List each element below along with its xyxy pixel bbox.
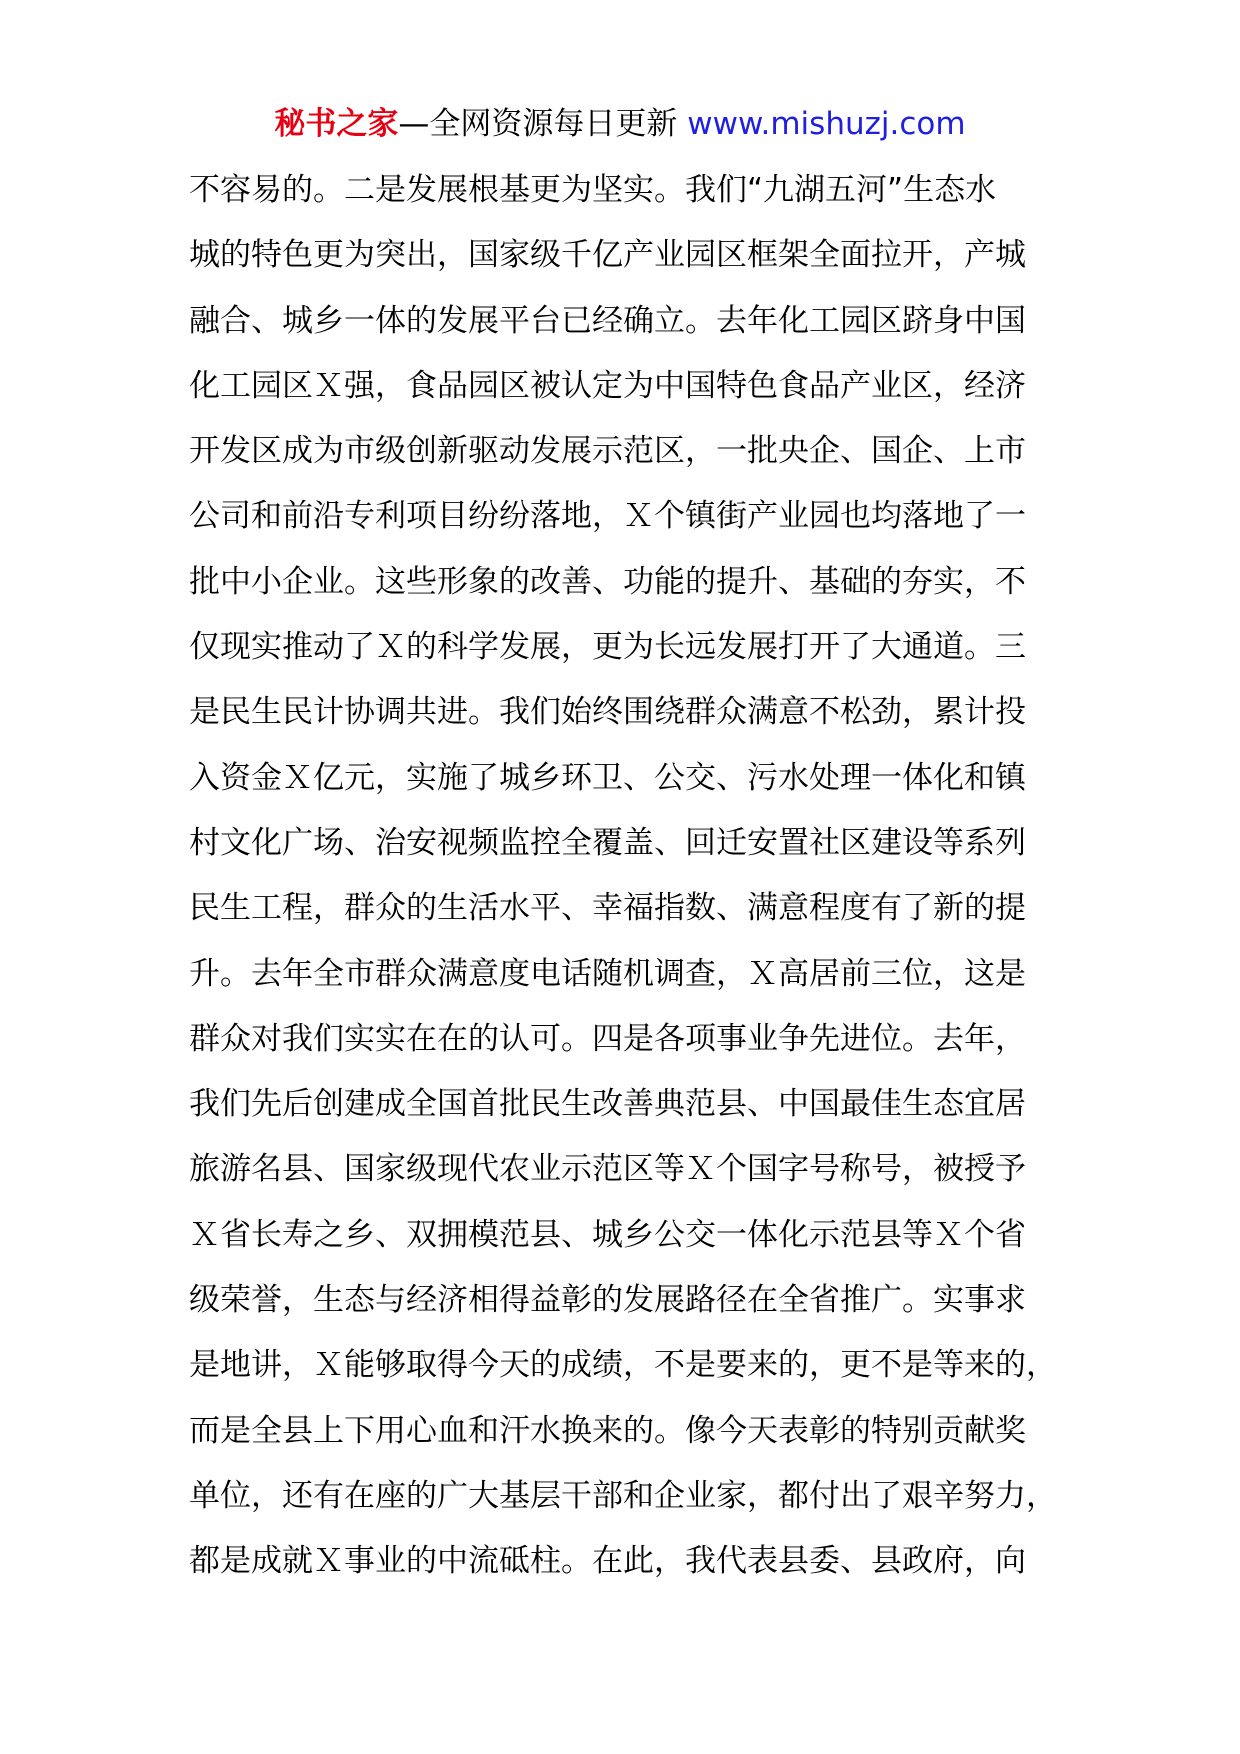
brand-name: 秘书之家	[274, 106, 399, 142]
text-line: 都是成就Ｘ事业的中流砥柱。在此，我代表县委、县政府，向	[189, 1543, 1026, 1580]
text-line: 仅现实推动了Ｘ的科学发展，更为长远发展打开了大通道。三	[189, 629, 1026, 666]
text-line: 我们先后创建成全国首批民生改善典范县、中国最佳生态宜居	[189, 1086, 1026, 1123]
header-tagline: —全网资源每日更新	[398, 106, 688, 142]
text-line: 不容易的。二是发展根基更为坚实。我们“九湖五河”生态水	[189, 172, 997, 208]
text-line: 是地讲，Ｘ能够取得今天的成绩，不是要来的，更不是等来的，	[189, 1347, 1057, 1384]
text-line: 开发区成为市级创新驱动发展示范区，一批央企、国企、上市	[189, 433, 1026, 470]
text-line: 是民生民计协调共进。我们始终围绕群众满意不松劲，累计投	[189, 694, 1026, 731]
document-body	[189, 158, 1089, 1595]
text-line: 入资金Ｘ亿元，实施了城乡环卫、公交、污水处理一体化和镇	[189, 759, 1026, 796]
text-line: 级荣誉，生态与经济相得益彰的发展路径在全省推广。实事求	[189, 1282, 1026, 1319]
text-line: 民生工程，群众的生活水平、幸福指数、满意程度有了新的提	[189, 890, 1026, 927]
website-url: www.mishuzj.com	[687, 106, 966, 142]
text-line: 融合、城乡一体的发展平台已经确立。去年化工园区跻身中国	[189, 302, 1026, 339]
text-line: 升。去年全市群众满意度电话随机调查，Ｘ高居前三位，这是	[189, 955, 1026, 992]
text-line: 化工园区Ｘ强，食品园区被认定为中国特色食品产业区，经济	[189, 367, 1026, 404]
text-line: 群众对我们实实在在的认可。四是各项事业争先进位。去年，	[189, 1020, 1026, 1057]
page-header	[0, 104, 1240, 144]
text-line: Ｘ省长寿之乡、双拥模范县、城乡公交一体化示范县等Ｘ个省	[189, 1216, 1026, 1253]
text-line: 公司和前沿专利项目纷纷落地，Ｘ个镇街产业园也均落地了一	[189, 498, 1026, 535]
text-line: 旅游名县、国家级现代农业示范区等Ｘ个国字号称号，被授予	[189, 1151, 1026, 1188]
text-line: 村文化广场、治安视频监控全覆盖、回迁安置社区建设等系列	[189, 824, 1026, 861]
text-line: 而是全县上下用心血和汗水换来的。像今天表彰的特别贡献奖	[189, 1412, 1026, 1449]
text-line: 单位，还有在座的广大基层干部和企业家，都付出了艰辛努力，	[189, 1477, 1057, 1514]
text-line: 城的特色更为突出，国家级千亿产业园区框架全面拉开，产城	[189, 237, 1026, 274]
text-line: 批中小企业。这些形象的改善、功能的提升、基础的夯实，不	[189, 563, 1026, 600]
